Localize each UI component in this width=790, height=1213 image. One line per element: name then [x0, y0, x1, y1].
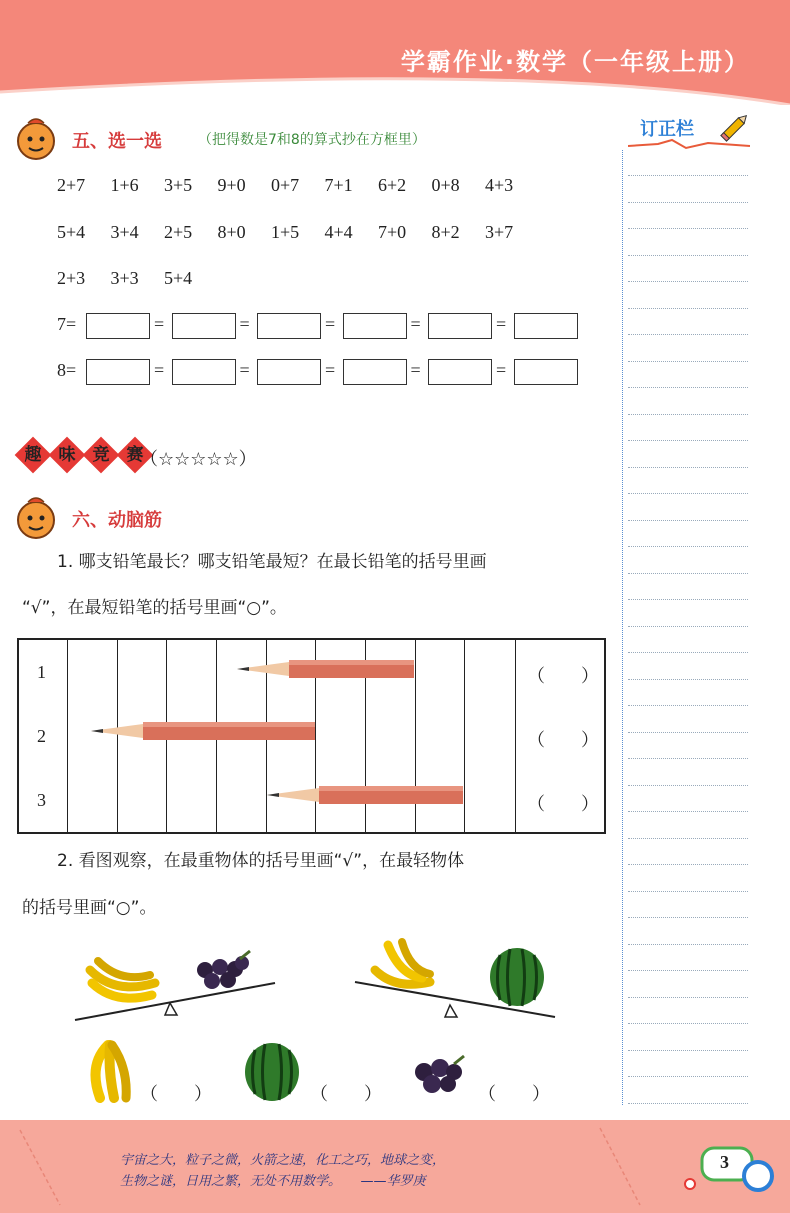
expression: 7+0: [378, 222, 407, 242]
correction-line: [628, 414, 748, 415]
correction-line: [628, 1023, 748, 1024]
balance-scale-banana-grapes: [70, 935, 285, 1030]
answer-box[interactable]: [172, 313, 236, 339]
pencil-answer-3[interactable]: （ ）: [527, 794, 599, 814]
orange-mascot-icon: [14, 496, 58, 540]
expression: 1+5: [271, 222, 300, 242]
pencil-drawings: [19, 640, 604, 832]
answer-box[interactable]: [428, 359, 492, 385]
question1-line2: “√”，在最短铅笔的括号里画“○”。: [22, 598, 287, 618]
section5-title: 五、选一选: [72, 131, 162, 152]
correction-line: [628, 334, 748, 335]
watermelon-answer[interactable]: （ ）: [310, 1084, 382, 1104]
watermelon-icon: [243, 1042, 301, 1102]
section6-title: 六、动脑筋: [72, 510, 162, 531]
correction-line: [628, 255, 748, 256]
correction-line: [628, 467, 748, 468]
balance-scale-banana-watermelon: [350, 930, 565, 1025]
banana-answer[interactable]: （ ）: [140, 1084, 212, 1104]
correction-line: [628, 361, 748, 362]
equals-sign: =: [496, 360, 507, 380]
grapes-icon: [410, 1050, 470, 1100]
equals-sign: =: [496, 314, 507, 334]
answer-box[interactable]: [86, 313, 150, 339]
grapes-icon: [197, 951, 250, 989]
pencil-3: [267, 786, 463, 804]
correction-line: [628, 917, 748, 918]
answer-row-label-7: 7=: [57, 314, 77, 334]
answer-box[interactable]: [257, 359, 321, 385]
fun-contest-title: [20, 442, 156, 468]
page-number-badge: [680, 1140, 780, 1200]
question2-line1: 2. 看图观察，在最重物体的括号里画“√”，在最轻物体: [57, 851, 465, 871]
fun-char-3: 竞: [83, 437, 120, 474]
expression: 8+2: [431, 222, 460, 242]
correction-line: [628, 387, 748, 388]
answer-box[interactable]: [343, 313, 407, 339]
correction-line: [628, 838, 748, 839]
answer-box[interactable]: [514, 313, 578, 339]
correction-line: [628, 970, 748, 971]
correction-line: [628, 281, 748, 282]
correction-line: [628, 1050, 748, 1051]
correction-line: [628, 626, 748, 627]
correction-line: [628, 1076, 748, 1077]
expression: 3+7: [485, 222, 514, 242]
banana-icon: [78, 1040, 138, 1105]
pencil-grid: [17, 638, 606, 834]
answer-row-label-8: 8=: [57, 360, 77, 380]
pencil-number-3: 3: [37, 790, 46, 810]
expression: 1+6: [110, 175, 139, 195]
quote-line-1: 宇宙之大，粒子之微，火箭之速，化工之巧，地球之变，: [120, 1153, 446, 1168]
correction-line: [628, 599, 748, 600]
expression: 2+7: [57, 175, 86, 195]
expression: 0+7: [271, 175, 300, 195]
expression: 4+4: [324, 222, 353, 242]
correction-divider: [622, 150, 623, 1105]
fun-char-4: 赛: [117, 437, 154, 474]
correction-line: [628, 228, 748, 229]
answer-box[interactable]: [86, 359, 150, 385]
correction-line: [628, 520, 748, 521]
answer-box[interactable]: [172, 359, 236, 385]
book-title: 学霸作业·数学（一年级上册）: [400, 48, 750, 76]
pencil-1: [237, 660, 414, 678]
expression: 2+3: [57, 268, 86, 288]
correction-line: [628, 758, 748, 759]
expression: 5+4: [57, 222, 86, 242]
correction-line: [628, 864, 748, 865]
quote-line-2: 生物之谜，日用之繁，无处不用数学。 ——华罗庚: [120, 1174, 426, 1189]
correction-title: 订正栏: [640, 119, 694, 140]
correction-line: [628, 202, 748, 203]
expression: 3+5: [164, 175, 193, 195]
footer-quote: [120, 1150, 445, 1192]
fun-char-1: 趣: [15, 437, 52, 474]
expression: 9+0: [217, 175, 246, 195]
equals-sign: =: [154, 360, 165, 380]
equals-sign: =: [239, 314, 250, 334]
difficulty-stars: （☆☆☆☆☆）: [140, 449, 257, 470]
correction-line: [628, 811, 748, 812]
answer-box[interactable]: [428, 313, 492, 339]
grapes-answer[interactable]: （ ）: [478, 1084, 550, 1104]
expression: 6+2: [378, 175, 407, 195]
banana-icon: [90, 961, 155, 998]
watermelon-icon: [490, 948, 544, 1006]
equals-sign: =: [410, 314, 421, 334]
answer-box[interactable]: [343, 359, 407, 385]
question1-line1: 1. 哪支铅笔最长？哪支铅笔最短？在最长铅笔的括号里画: [57, 552, 487, 572]
correction-line: [628, 546, 748, 547]
answer-box[interactable]: [514, 359, 578, 385]
orange-mascot-icon: [14, 117, 58, 161]
correction-line: [628, 308, 748, 309]
equals-sign: =: [154, 314, 165, 334]
equals-sign: =: [410, 360, 421, 380]
correction-line: [628, 573, 748, 574]
equals-sign: =: [325, 314, 336, 334]
section5-note: （把得数是7和8的算式抄在方框里）: [198, 132, 426, 148]
correction-line: [628, 1103, 748, 1104]
banana-icon: [375, 942, 430, 984]
correction-line: [628, 785, 748, 786]
correction-line: [628, 652, 748, 653]
fun-char-2: 味: [49, 437, 86, 474]
correction-line: [628, 705, 748, 706]
correction-line: [628, 732, 748, 733]
answer-box[interactable]: [257, 313, 321, 339]
correction-line: [628, 679, 748, 680]
expression: 3+4: [110, 222, 139, 242]
correction-line: [628, 440, 748, 441]
expression: 3+3: [110, 268, 139, 288]
expression: 7+1: [324, 175, 353, 195]
expression: 5+4: [164, 268, 193, 288]
equals-sign: =: [239, 360, 250, 380]
expression: 2+5: [164, 222, 193, 242]
pencil-number-2: 2: [37, 726, 46, 746]
correction-line: [628, 493, 748, 494]
question2-line2: 的括号里画“○”。: [22, 898, 157, 918]
correction-line: [628, 944, 748, 945]
expression: 0+8: [431, 175, 460, 195]
equals-sign: =: [325, 360, 336, 380]
expression: 4+3: [485, 175, 514, 195]
pencil-2: [91, 722, 315, 740]
correction-line: [628, 997, 748, 998]
pencil-answer-1[interactable]: （ ）: [527, 666, 599, 686]
pencil-number-1: 1: [37, 662, 46, 682]
pencil-answer-2[interactable]: （ ）: [527, 730, 599, 750]
correction-line: [628, 891, 748, 892]
page-number: 3: [720, 1152, 729, 1172]
correction-zigzag: [628, 138, 750, 150]
expression: 8+0: [217, 222, 246, 242]
correction-line: [628, 175, 748, 176]
